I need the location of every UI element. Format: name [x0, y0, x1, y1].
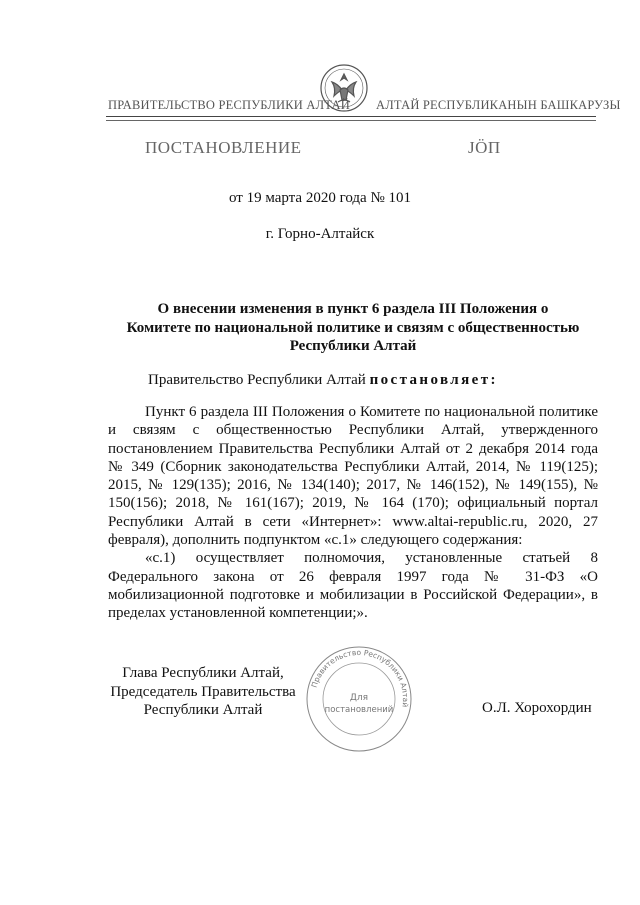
- signatory-position-line: Республики Алтай: [143, 702, 263, 718]
- signatory-name: О.Л. Хорохордин: [482, 700, 592, 716]
- decree-verb: постановляет:: [369, 372, 498, 388]
- header-org-russian: ПРАВИТЕЛЬСТВО РЕСПУБЛИКИ АЛТАЙ: [108, 98, 350, 112]
- header-org-altai: АЛТАЙ РЕСПУБЛИКАНЫН БАШКАРУЗЫ: [376, 98, 621, 112]
- document-city: г. Горно-Алтайск: [265, 226, 375, 242]
- document-date-number: от 19 марта 2020 года № 101: [228, 190, 412, 206]
- decree-line: [148, 372, 498, 389]
- seal-center-line: Для: [349, 693, 369, 703]
- body-paragraph: Пункт 6 раздела III Положения о Комитете по национальной политике и связям с общественностью Республики Алтай, утвержденного постановлением Правительства Республики Алтай от 2 декабря 2014 года № 349 (Сборник законодательства Республики Алтай, 2014, № 119(125); 2015, № 129(135); 2016, № 134(140); 2017, № 146(152), № 149(155), № 150(156); 2018, № 161(167); 2019, № 164 (170); официальный портал Республики Алтай в сети «Интернет»: www.altai-republic.ru, 2020, 27 февраля), дополнить подпунктом «с.1» следующего содержания:: [108, 404, 598, 549]
- title-line: О внесении изменения в пункт 6 раздела III Положения о: [157, 301, 549, 317]
- seal-center-line: постановлений: [324, 705, 394, 715]
- title-line: Комитете по национальной политике и связям с общественностью: [126, 319, 580, 336]
- signatory-position-line: Глава Республики Алтай,: [122, 665, 284, 681]
- decree-subject: Правительство Республики Алтай: [148, 372, 370, 388]
- body-paragraph: «с.1) осуществляет полномочия, установленные статьей 8 Федерального закона от 26 февраля 1997 года № 31-ФЗ «О мобилизационной подготовке и мобилизации в Российской Федерации», в пределах установленной компетенции;».: [108, 550, 598, 622]
- header-divider-thin: [106, 120, 596, 121]
- signatory-position: [108, 664, 298, 720]
- doc-type-russian: ПОСТАНОВЛЕНИЕ: [145, 138, 302, 157]
- doc-type-altai: JÖП: [468, 138, 501, 157]
- document-body: [108, 403, 598, 623]
- official-seal: [304, 644, 414, 754]
- signatory-position-line: Председатель Правительства: [110, 683, 296, 700]
- seal-outer-text: Правительство Республики Алтай: [309, 647, 411, 708]
- header-divider: [106, 116, 596, 117]
- title-line: Республики Алтай: [289, 338, 417, 354]
- document-title: [108, 300, 598, 356]
